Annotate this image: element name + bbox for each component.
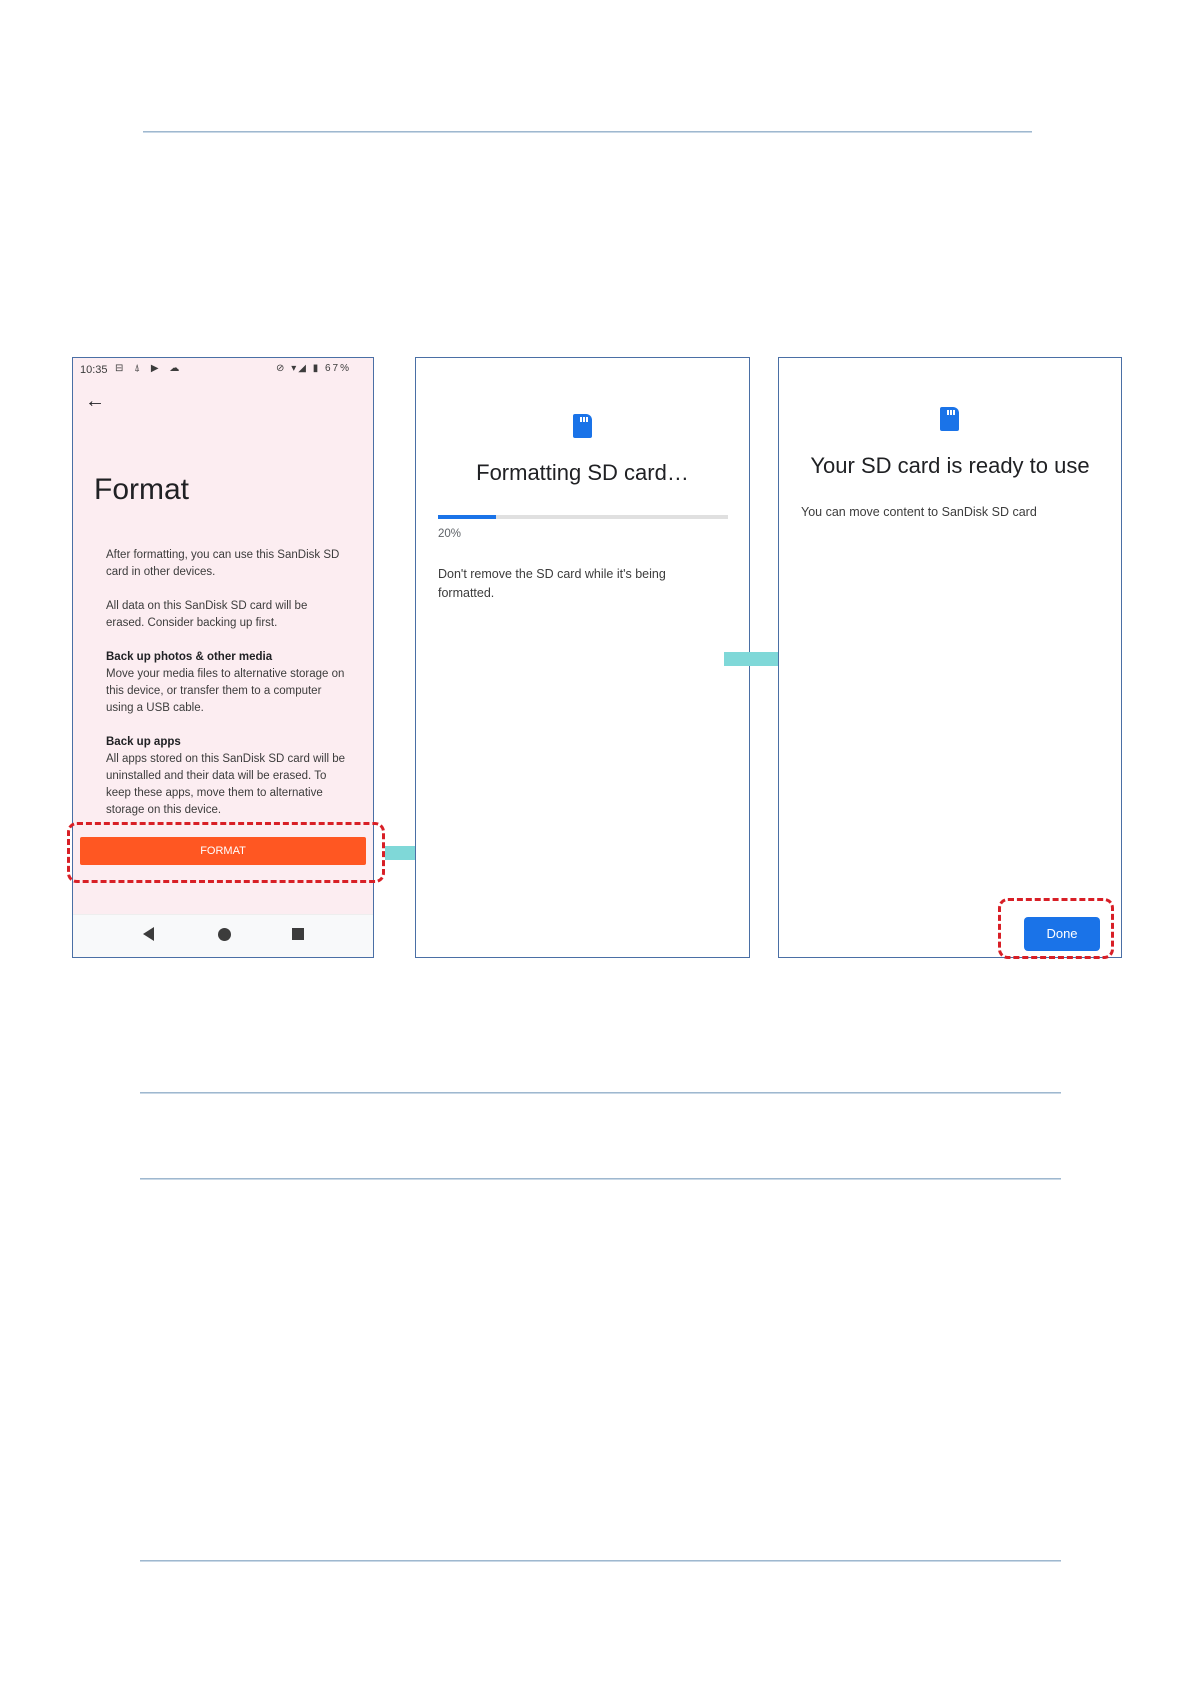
nav-recents-icon[interactable]	[292, 928, 304, 940]
progress-bar	[438, 515, 728, 519]
nav-home-icon[interactable]	[218, 928, 231, 941]
formatting-message: Don't remove the SD card while it's being formatted.	[438, 567, 666, 600]
erase-warning-text: All data on this SanDisk SD card will be erased. Consider backing up first.	[106, 600, 308, 629]
apps-backup-heading: Back up apps	[106, 736, 181, 748]
back-arrow-icon[interactable]: ←	[85, 390, 105, 412]
done-button-highlight	[998, 898, 1114, 959]
apps-backup-text: All apps stored on this SanDisk SD card will be uninstalled and their data will be erased. To keep these apps, move them to alternative storage on this device.	[106, 753, 346, 816]
page-title: Format	[94, 473, 190, 506]
battery-indicator: ⊘ ▾◢ ▮ 67%	[276, 363, 351, 374]
media-backup-heading: Back up photos & other media	[106, 651, 273, 663]
progress-percent: 20%	[438, 528, 462, 540]
sd-card-icon	[940, 407, 959, 431]
ready-screen	[778, 357, 1122, 958]
notification-icons: ⊟ ⍋ ▶ ☁	[115, 363, 184, 374]
formatting-title: Formatting SD card…	[476, 460, 689, 485]
header-rule	[143, 131, 1032, 133]
ready-title: Your SD card is ready to use	[810, 453, 1090, 478]
formatting-screen	[415, 357, 750, 958]
status-bar	[73, 358, 373, 380]
section-rule-2	[140, 1178, 1061, 1180]
ready-message: You can move content to SanDisk SD card	[801, 505, 1037, 519]
progress-fill	[438, 515, 496, 519]
done-button[interactable]: Done	[1024, 917, 1100, 951]
nav-back-icon[interactable]	[143, 927, 154, 941]
format-button[interactable]: FORMAT	[80, 837, 366, 865]
format-info-text: After formatting, you can use this SanDisk SD card in other devices.	[106, 549, 340, 578]
media-backup-text: Move your media files to alternative storage on this device, or transfer them to a computer using a USB cable.	[106, 668, 345, 714]
sd-card-icon	[573, 414, 592, 438]
nav-bar	[73, 914, 373, 957]
status-time: 10:35	[80, 364, 108, 376]
footer-rule	[140, 1560, 1061, 1562]
section-rule-1	[140, 1092, 1061, 1094]
format-button-highlight	[67, 822, 385, 883]
